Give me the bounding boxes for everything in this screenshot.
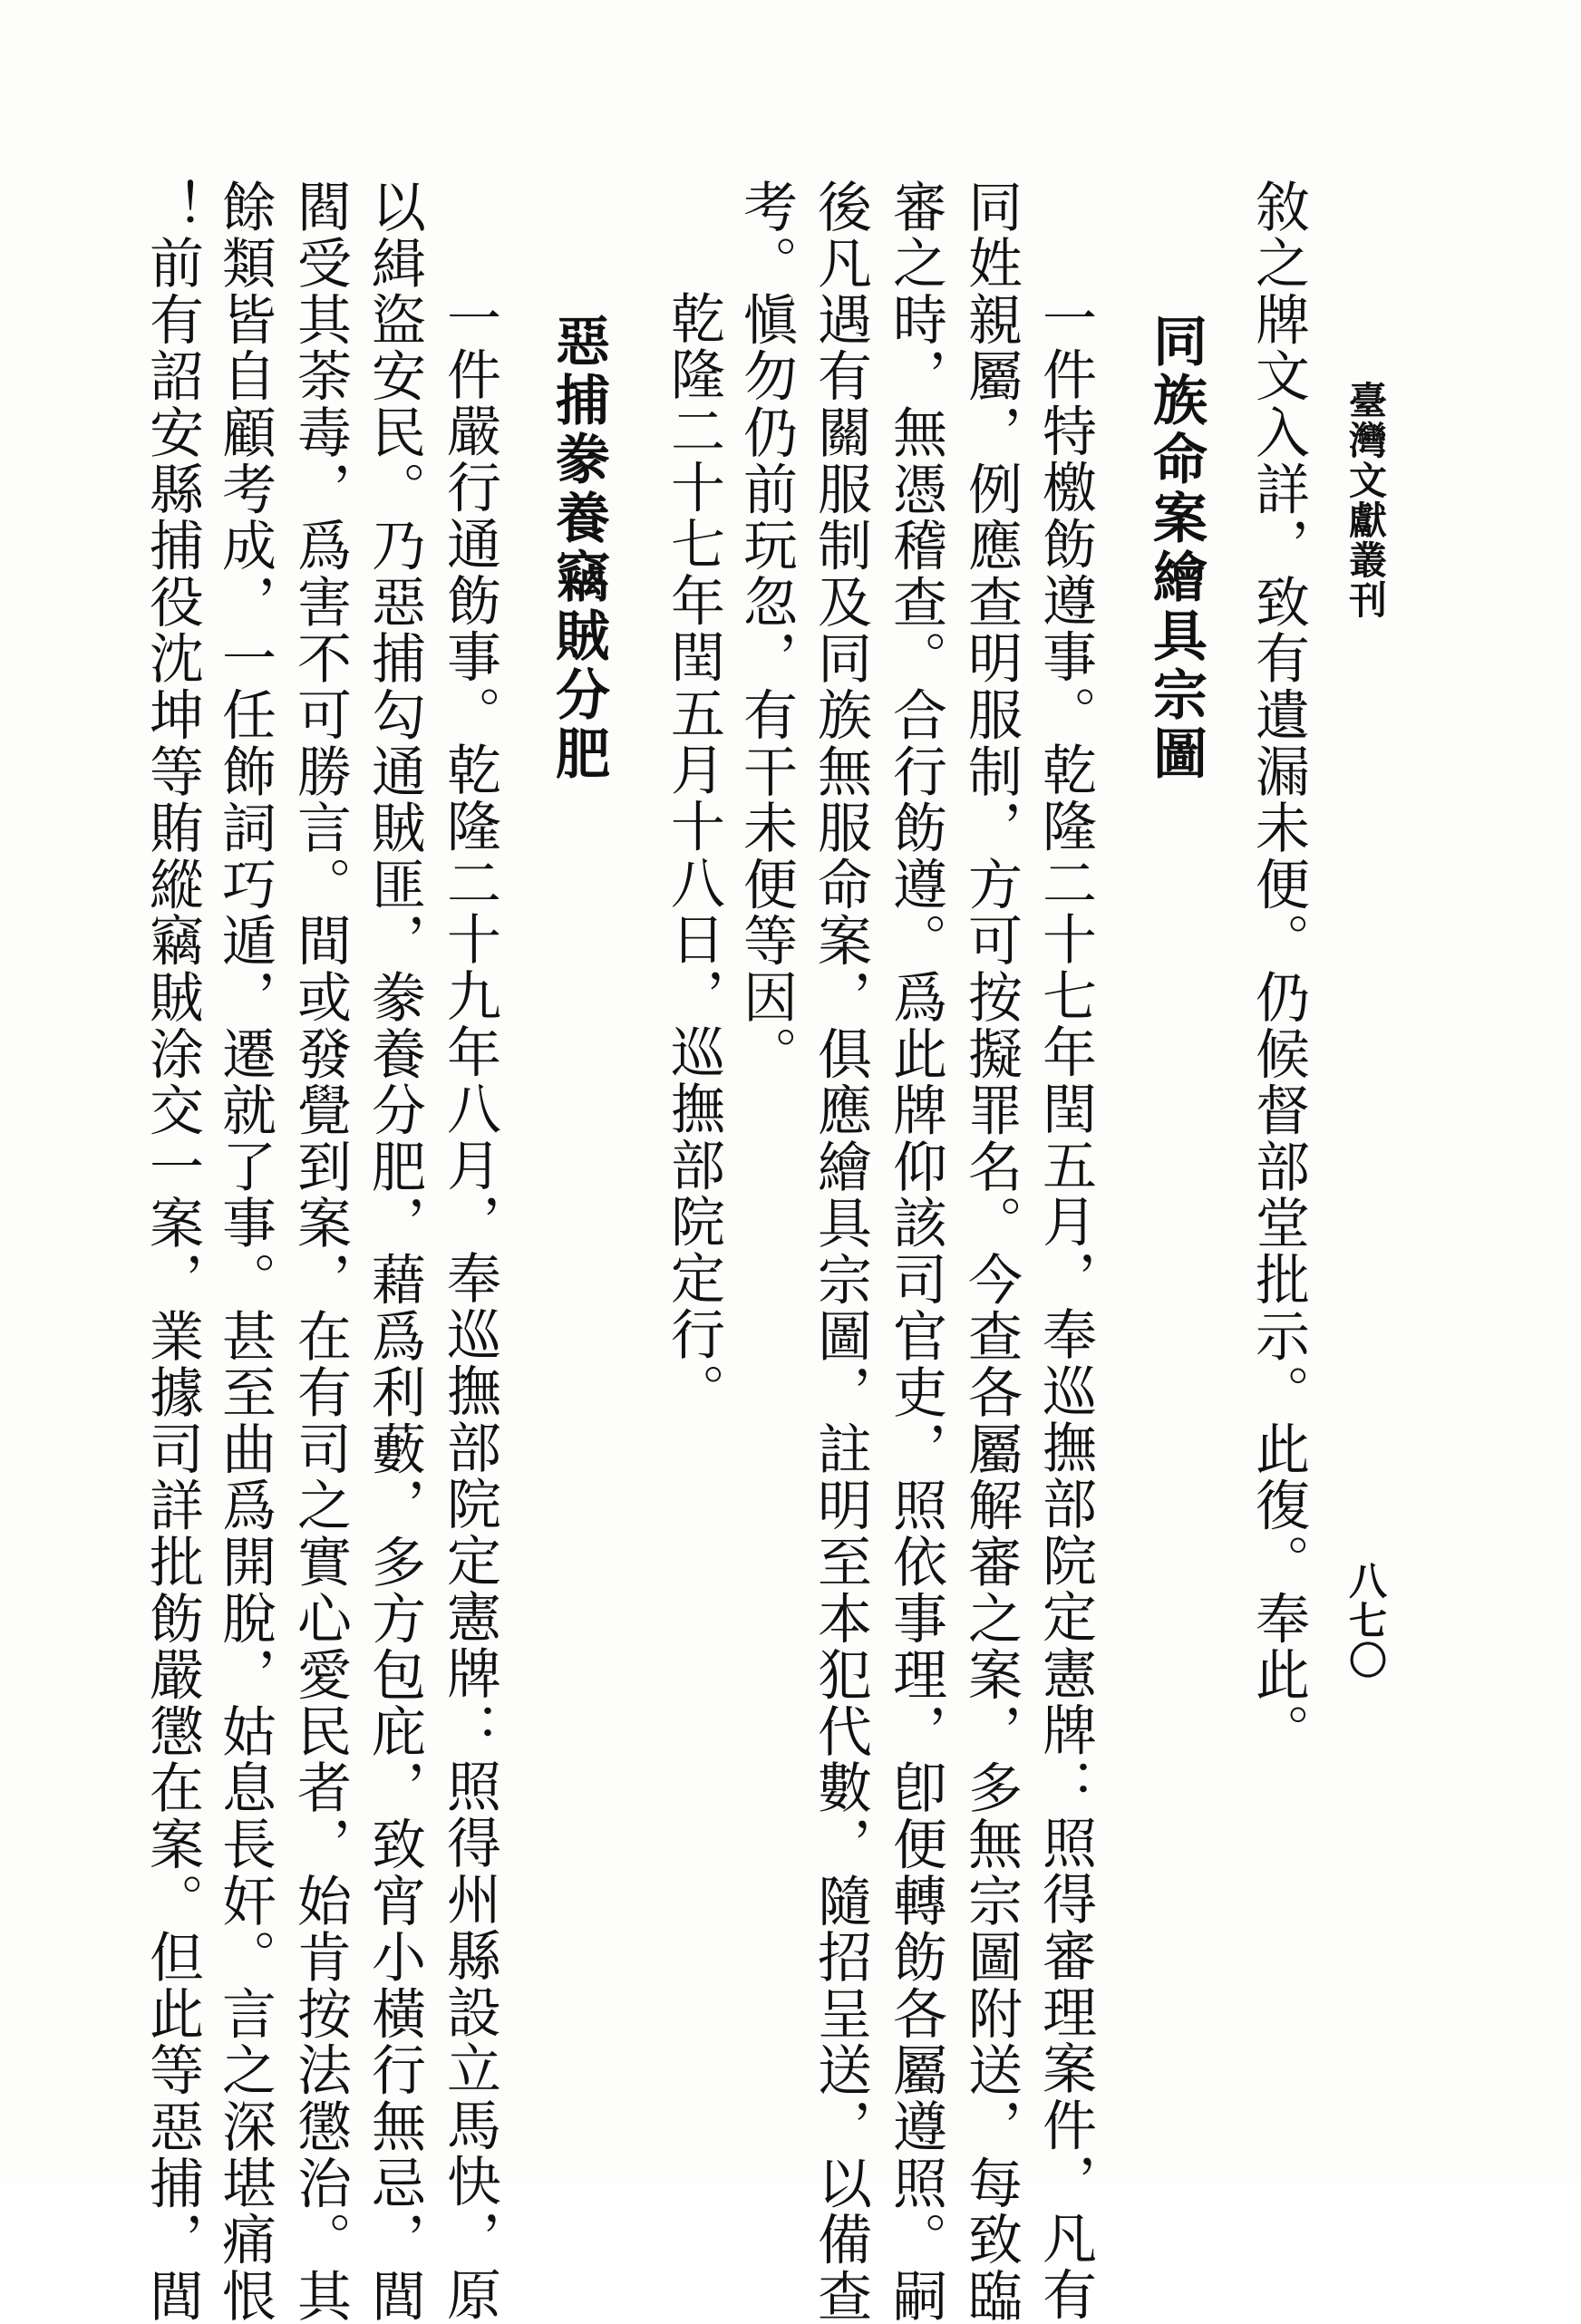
page-number: 八七〇 [1343, 1561, 1388, 1680]
text-column: 餘類皆自顧考成，一任飾詞巧遁，遷就了事。甚至曲爲開脫，姑息長奸。言之深堪痛恨 [213, 179, 276, 2324]
section-heading: 同族命案繪具宗圖 [1144, 313, 1208, 784]
text-column: 一件嚴行通飭事。乾隆二十九年八月，奉巡撫部院定憲牌：照得州縣設立馬快，原 [438, 290, 501, 2323]
text-column: 敘之牌文入詳，致有遺漏未便。仍候督部堂批示。此復。奉此。 [1246, 179, 1310, 1760]
text-column: 審之時，無憑稽查。合行飭遵。爲此牌仰該司官吏，照依事理，卽便轉飭各屬遵照。嗣 [884, 179, 947, 2324]
text-column: 閻受其荼毒，爲害不可勝言。間或發覺到案，在有司之實心愛民者，始肯按法懲治。其 [288, 179, 352, 2324]
text-column: 同姓親屬，例應查明服制，方可按擬罪名。今查各屬解審之案，多無宗圖附送，每致臨 [959, 179, 1023, 2324]
text-column: 以緝盜安民。乃惡捕勾通賊匪，豢養分肥，藉爲利藪，多方包庇，致宵小橫行無忌，閭 [363, 179, 426, 2324]
section-heading: 惡捕豢養竊賊分肥 [547, 313, 610, 784]
text-column: 一件特檄飭遵事。乾隆二十七年閏五月，奉巡撫部院定憲牌：照得審理案件，凡有 [1033, 290, 1097, 2323]
running-header-title: 臺灣文獻叢刊 [1343, 381, 1388, 620]
text-column: 後凡遇有關服制及同族無服命案，俱應繪具宗圖，註明至本犯代數，隨招呈送，以備查 [809, 179, 872, 2324]
text-column: 考。愼勿仍前玩忽，有干未便等因。 [734, 179, 798, 1082]
text-column: ！前有詔安縣捕役沈坤等賄縱竊賊涂交一案，業據司詳批飭嚴懲在案。但此等惡捕，閭 [141, 179, 204, 2324]
date-line: 乾隆二十七年閏五月十八日，巡撫部院定行。 [662, 290, 725, 1419]
